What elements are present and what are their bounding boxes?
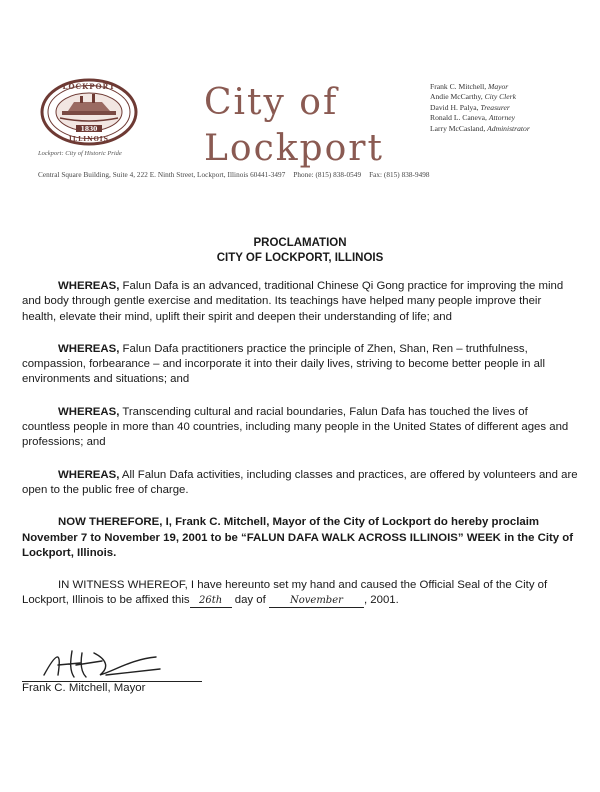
whereas-paragraph [22, 279, 578, 325]
whereas-paragraph [22, 342, 578, 388]
whereas-lead: WHEREAS, [58, 342, 120, 355]
heading-line2: CITY OF LOCKPORT, ILLINOIS [216, 252, 384, 264]
official-name: David H. Palya, [430, 102, 479, 112]
whereas-paragraph [22, 405, 578, 451]
official-role: Mayor [488, 82, 509, 91]
seal-bottom-text: ILLINOIS [69, 136, 109, 143]
official-row [430, 92, 595, 102]
mayor-signature [36, 645, 166, 681]
whereas-text: Transcending cultural and racial boundaries, Falun Dafa has touched the lives of countless people in more than 40 countries, including many people in the United States of different ages and professions; and [22, 405, 569, 449]
city-seal-logo [40, 78, 138, 146]
official-row [430, 124, 595, 134]
heading-line1: PROCLAMATION [253, 237, 347, 249]
phone-number: Phone: (815) 838-0549 [293, 171, 362, 179]
whereas-lead: WHEREAS, [58, 468, 120, 481]
proclamation-body [22, 279, 578, 626]
official-role: Treasurer [480, 102, 510, 112]
official-name: Ronald L. Caneva, [430, 113, 487, 123]
street-address: Central Square Building, Suite 4, 222 E. Ninth Street, Lockport, Illinois 60441-3497 [38, 171, 286, 179]
address-line [38, 171, 598, 179]
witness-text: , 2001. [363, 594, 399, 607]
official-row [430, 113, 595, 123]
whereas-lead: WHEREAS, [58, 405, 120, 418]
seal-top-text: LOCKPORT [62, 82, 116, 91]
official-name: Frank C. Mitchell, [430, 82, 487, 91]
whereas-text: Falun Dafa is an advanced, traditional Chinese Qi Gong practice for improving the mind and body through gentle exercise and meditation. Its teachings have helped many people improve their health, elevate their mind, uplift their spirit and deepen their understanding of life; and [22, 280, 564, 323]
official-row [430, 82, 595, 92]
proclaim-paragraph: NOW THEREFORE, I, Frank C. Mitchell, Mayor of the City of Lockport do hereby proclaim November 7 to November 19, 2001 to be “FALUN DAFA WALK ACROSS ILLINOIS” WEEK in the City of Lockport, Illinois. [22, 516, 574, 559]
officials-list [430, 82, 595, 134]
witness-paragraph [22, 578, 578, 609]
handwritten-day: 26th [190, 595, 232, 608]
whereas-text: Falun Dafa practitioners practice the principle of Zhen, Shan, Ren – truthfulness, compassion, forbearance – and incorporate it into their daily lives, striving to become better people in all environments and situations; and [22, 342, 545, 386]
proclamation-heading [0, 236, 600, 266]
whereas-paragraph [22, 468, 578, 499]
official-role: Administrator [487, 123, 530, 133]
witness-text: day of [234, 594, 266, 607]
city-title [204, 80, 394, 172]
fax-number: Fax: (815) 838-9498 [369, 171, 430, 179]
official-role: Attorney [488, 113, 516, 123]
official-role: City Clerk [484, 92, 516, 102]
city-title-line2: Lockport [204, 128, 384, 169]
whereas-lead: WHEREAS, [58, 280, 120, 292]
official-row [430, 103, 595, 113]
seal-year: 1830 [80, 126, 98, 133]
handwritten-month: November [269, 595, 364, 608]
official-name: Andie McCarthy, [430, 92, 483, 102]
seal-caption: Lockport: City of Historic Pride [38, 150, 122, 157]
official-name: Larry McCasland, [430, 123, 486, 133]
signatory-name: Frank C. Mitchell, Mayor [22, 682, 146, 694]
whereas-text: All Falun Dafa activities, including classes and practices, are offered by volunteers and are open to the public free of charge. [22, 468, 578, 496]
city-title-line1: City of [204, 82, 339, 123]
witness-text: IN WITNESS WHEREOF, I have hereunto set my hand and caused the Official Seal of the City of Lockport, Illinois to be affixed this [22, 579, 548, 607]
